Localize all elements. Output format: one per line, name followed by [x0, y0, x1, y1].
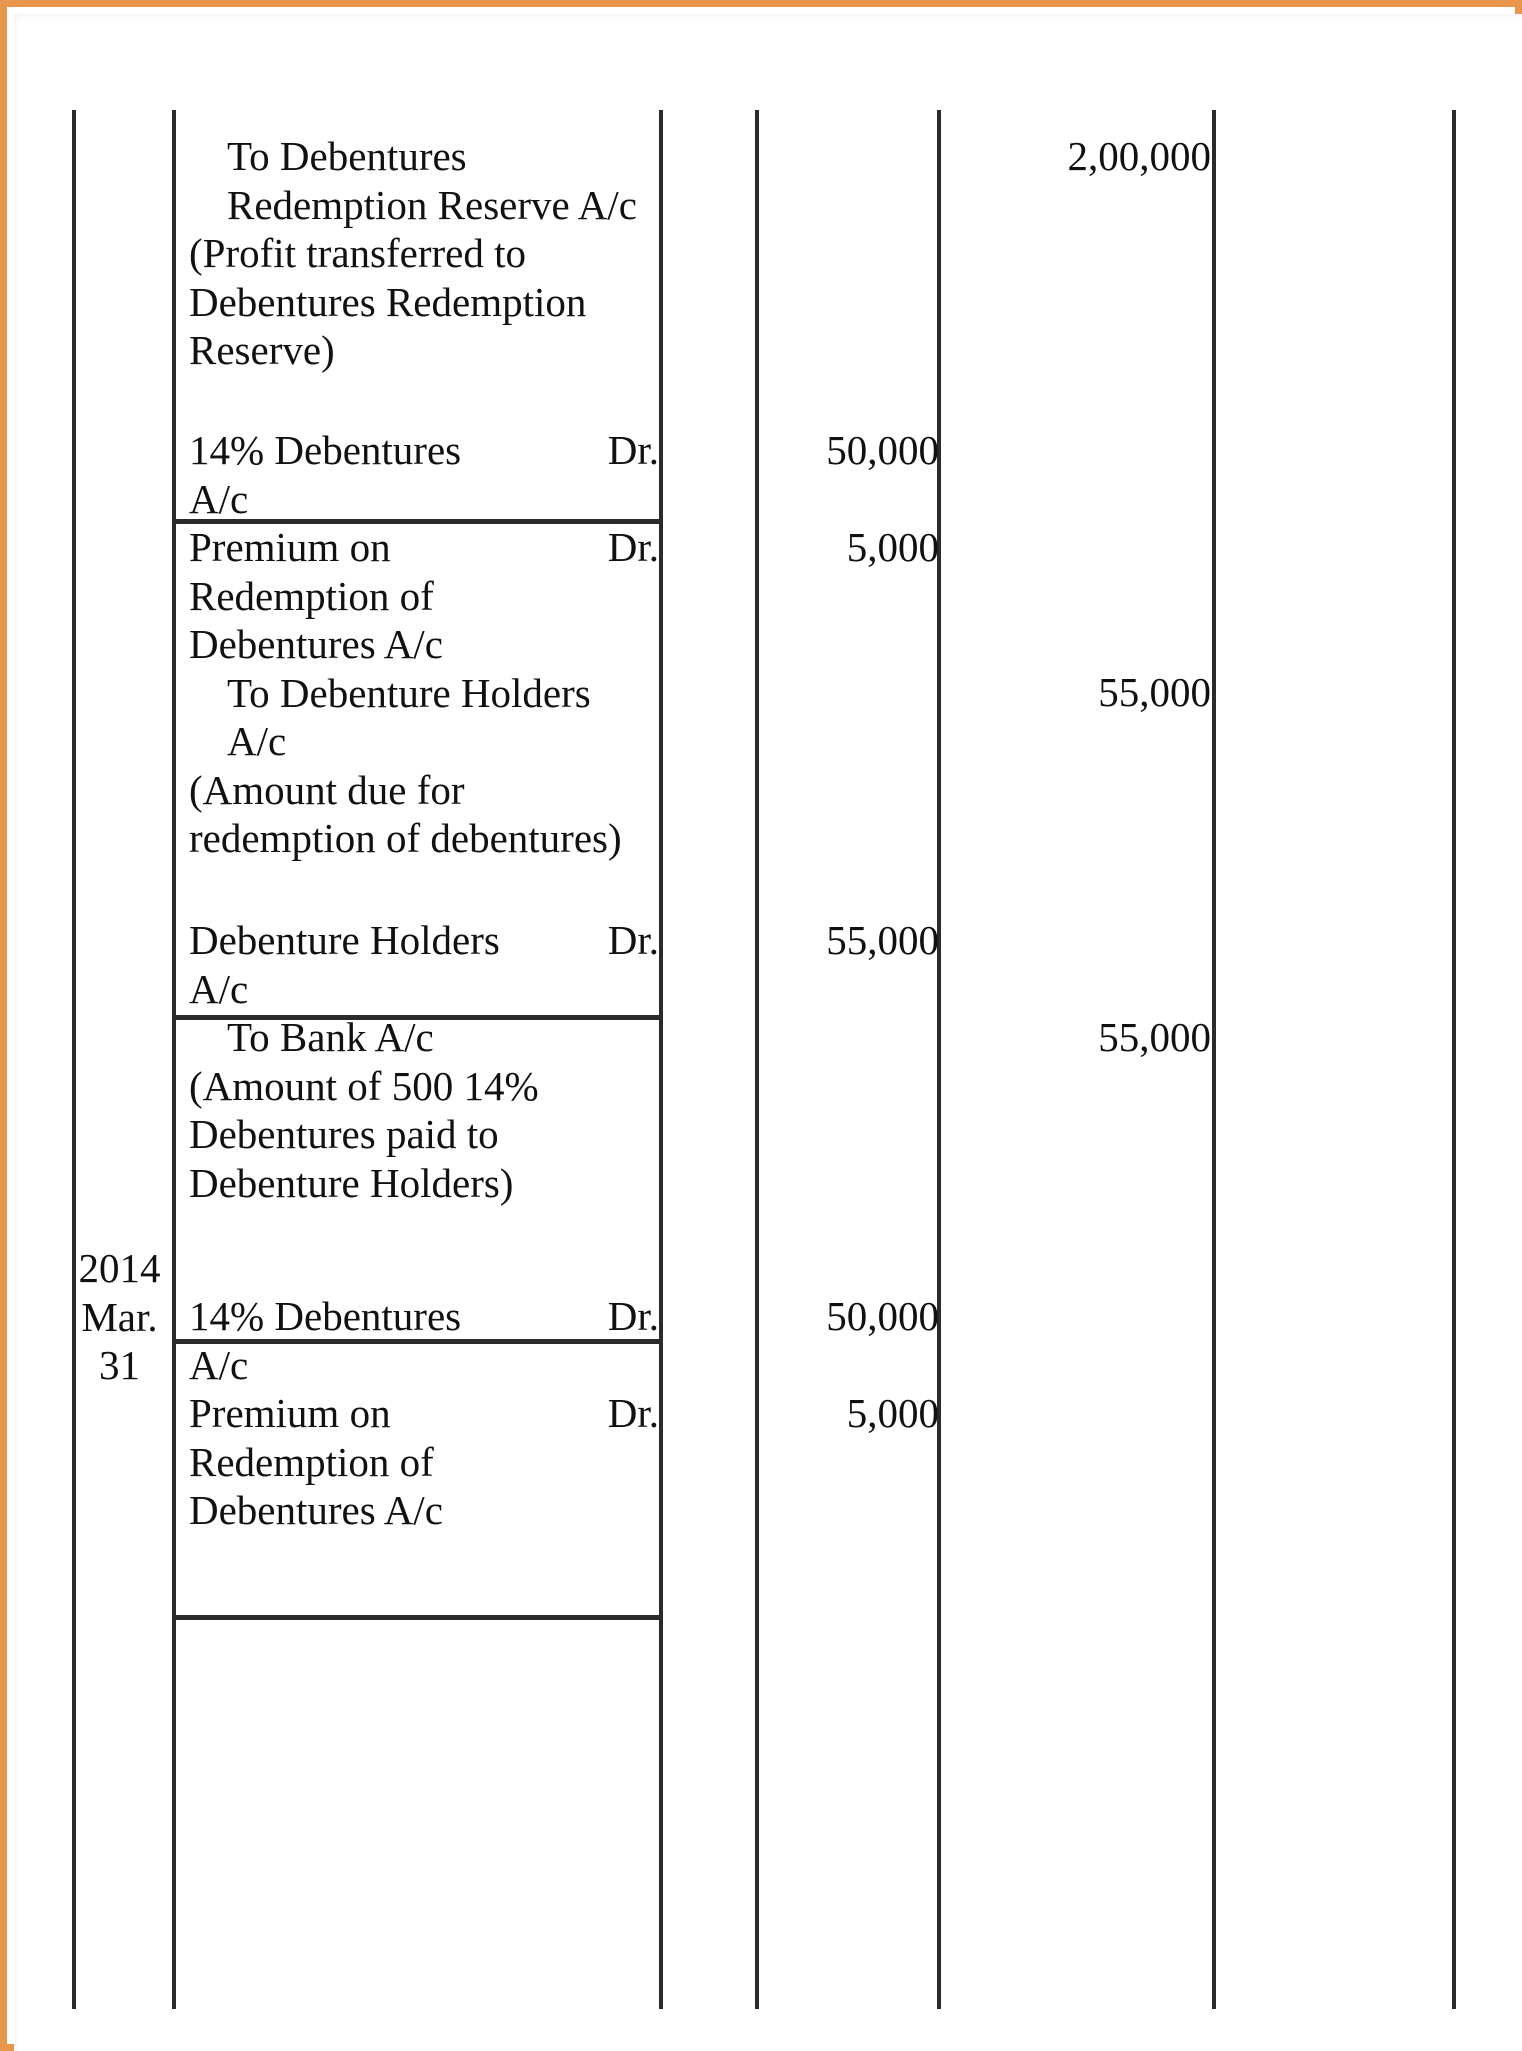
entry-3-dr-mark-1: Dr.	[607, 917, 659, 963]
entry-1-line-3: (Profit transferred to	[189, 230, 526, 276]
entry-4-line-4: Redemption of	[189, 1438, 434, 1485]
entry-4-date	[72, 1244, 167, 1390]
entry-2-line-5: Debentures A/c	[189, 621, 443, 667]
page-canvas	[14, 14, 1522, 2051]
column-rule-credit-right	[1452, 110, 1456, 2009]
entry-4-line-1: 14% Debentures	[189, 1293, 462, 1339]
entry-4-debit-amount-1: 50,000	[826, 1293, 939, 1339]
entry-2-line-4: Redemption of	[189, 572, 434, 619]
entry-2-line-7: A/c	[227, 718, 287, 764]
entry-2-debit-amount-1: 50,000	[826, 427, 939, 473]
column-rule-particulars-left	[172, 110, 176, 2009]
entry-1-line-5: Reserve)	[189, 327, 335, 373]
entry-separator-4	[172, 1615, 663, 1620]
entry-2-particulars	[189, 426, 659, 863]
entry-2-line-6: To Debenture Holders	[227, 669, 591, 716]
column-rule-credit-left	[1212, 110, 1216, 2009]
entry-2-dr-mark-1: Dr.	[607, 427, 659, 473]
entry-3-credit-amount-1: 55,000	[1098, 1014, 1211, 1060]
entry-2-line-9: redemption of debentures)	[189, 815, 622, 861]
entry-1-line-2: Redemption Reserve A/c	[227, 181, 637, 228]
entry-4-line-2: A/c	[189, 1341, 249, 1388]
entry-4-dr-mark-2: Dr.	[607, 1390, 659, 1436]
column-rule-debit-left	[937, 110, 941, 2009]
journal-table	[14, 14, 1522, 2051]
entry-4-line-5: Debentures A/c	[189, 1487, 443, 1533]
entry-4-dr-mark-1: Dr.	[607, 1293, 659, 1339]
entry-4-line-3: Premium on	[189, 1390, 391, 1436]
entry-1-particulars	[189, 132, 659, 375]
entry-3-line-5: Debentures paid to	[189, 1111, 499, 1157]
entry-1-line-1: To Debentures	[227, 133, 467, 179]
entry-2-debit-amount-2: 5,000	[846, 524, 939, 570]
entry-2-line-2: A/c	[189, 475, 249, 522]
entry-3-debit-amount-1: 55,000	[826, 917, 939, 963]
entry-3-line-3: To Bank A/c	[227, 1014, 434, 1060]
column-rule-date-left	[72, 110, 76, 2009]
entry-3-line-2: A/c	[189, 965, 249, 1012]
entry-4-date-year: 2014	[78, 1245, 161, 1291]
entry-1-credit-amount-1: 2,00,000	[1067, 133, 1211, 179]
entry-4-date-month: Mar.	[81, 1293, 158, 1340]
column-rule-particulars-right	[659, 110, 663, 2009]
entry-2-line-8: (Amount due for	[189, 766, 465, 813]
entry-2-credit-amount-1: 55,000	[1098, 669, 1211, 715]
entry-2-line-1: 14% Debentures	[189, 427, 462, 473]
entry-4-date-day: 31	[99, 1342, 140, 1388]
entry-3-line-4: (Amount of 500 14%	[189, 1062, 539, 1109]
entry-2-dr-mark-2: Dr.	[607, 524, 659, 570]
entry-1-line-4: Debentures Redemption	[189, 278, 587, 325]
entry-4-debit-amount-2: 5,000	[846, 1390, 939, 1436]
entry-2-line-3: Premium on	[189, 524, 391, 570]
entry-3-line-1: Debenture Holders	[189, 917, 500, 963]
entry-3-line-6: Debenture Holders)	[189, 1159, 514, 1206]
column-rule-ledger-folio-left	[755, 110, 759, 2009]
